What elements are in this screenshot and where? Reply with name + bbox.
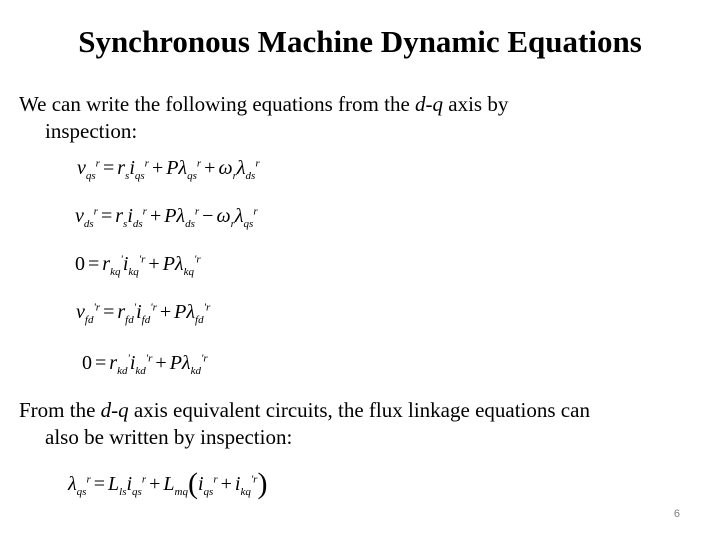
- flux-text-end: axis equivalent circuits, the flux linkage equations can: [128, 398, 590, 422]
- flux-paragraph: [19, 397, 590, 451]
- flux-linkage-equation-qs: $\lambda_{qs}^r = L_{ls}i_{qs}^r + L_{mq}(i_{qs}^r + i_{kq}^{'r})$: [68, 467, 268, 500]
- voltage-equation-kq: $0 = r_{kq}'i_{kq}^{'r} + P\lambda_{kq}^{'r}$: [75, 253, 201, 278]
- flux-line-2: also be written by inspection:: [45, 425, 293, 449]
- page-number: 6: [673, 508, 680, 520]
- intro-dq-term: d-q: [415, 92, 444, 116]
- voltage-equation-kd: $0 = r_{kd}'i_{kd}^{'r} + P\lambda_{kd}^{'r}$: [82, 352, 208, 377]
- intro-paragraph: [19, 91, 508, 145]
- voltage-equation-ds: $v_{ds}^r = r_si_{ds}^r + P\lambda_{ds}^r - \omega_r\lambda_{qs}^r$: [75, 205, 258, 230]
- flux-line-1: [19, 397, 590, 424]
- flux-dq-term: d-q: [100, 398, 129, 422]
- slide-title: Synchronous Machine Dynamic Equations: [78, 24, 642, 59]
- voltage-equation-qs: $v_{qs}^r = r_si_{qs}^r + P\lambda_{qs}^r + \omega_r\lambda_{ds}^r$: [77, 157, 260, 182]
- voltage-equation-fd: $v_{fd}^{'r} = r_{fd}'i_{fd}^{'r} + P\lambda_{fd}^{'r}$: [76, 301, 211, 326]
- intro-line-1: [19, 91, 508, 118]
- intro-text-end: axis by: [443, 92, 509, 116]
- intro-text-start: We can write the following equations from the: [19, 92, 416, 116]
- flux-text-start: From the: [19, 398, 101, 422]
- intro-line-2: inspection:: [45, 119, 138, 143]
